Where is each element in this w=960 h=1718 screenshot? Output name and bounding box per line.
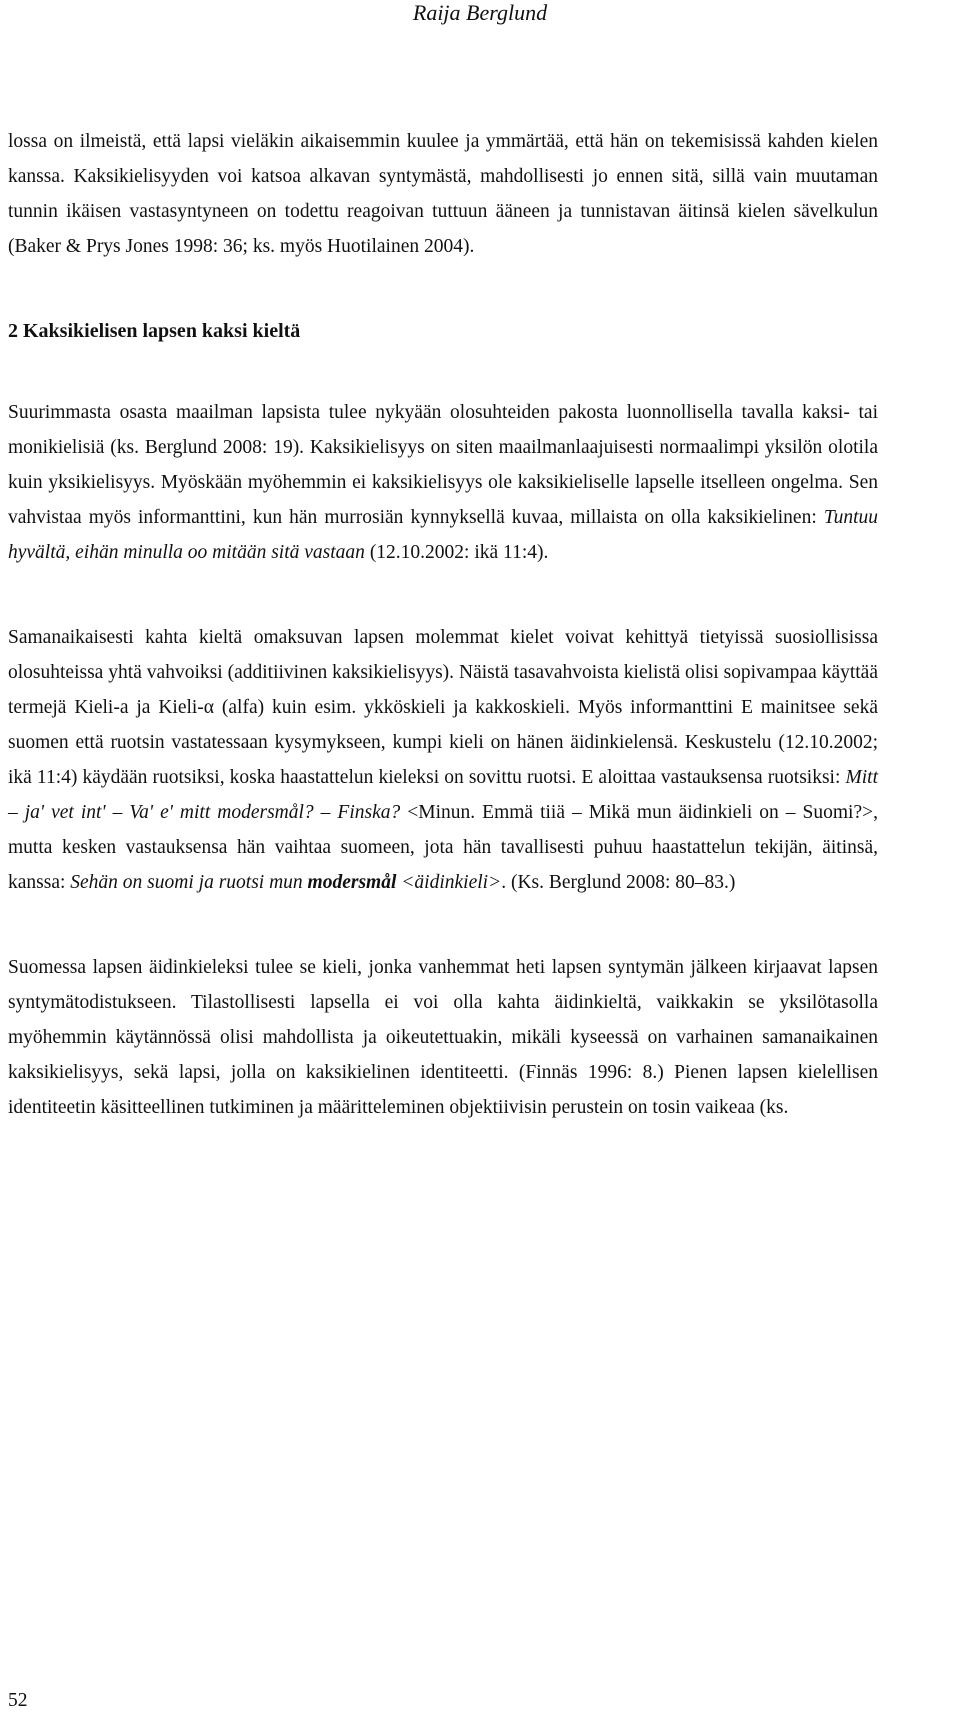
- paragraph-simultaneous-acquisition: [8, 620, 878, 900]
- page-number: 52: [8, 1690, 28, 1711]
- paragraph-text: (12.10.2002: ikä 11:4).: [364, 542, 549, 563]
- informant-quote: Tuntuu hyvältä, eihän minulla oo mitään sitä vastaan: [8, 507, 878, 563]
- paragraph-intro: lossa on ilmeistä, että lapsi vieläkin aikaisemmin kuulee ja ymmärtää, että hän on tekemisissä kahden kielen kanssa. Kaksikielisyyden voi katsoa alkavan syntymästä, mahdollisesti jo ennen sitä, sillä vain muutaman tunnin ikäisen vastasyntyneen on todettu reagoivan tuttuun ääneen ja tunnistavan äitinsä kielen sävelkulun (Baker & Prys Jones 1998: 36; ks. myös Huotilainen 2004).: [8, 131, 878, 257]
- quote-text: Sehän on suomi ja ruotsi mun: [70, 872, 308, 893]
- page-body: [8, 124, 878, 1125]
- paragraph-mother-tongue: Suomessa lapsen äidinkieleksi tulee se kieli, jonka vanhemmat heti lapsen syntymän jälkeen kirjaavat lapsen syntymätodistukseen. Tilastollisesti lapsella ei voi olla kahta äidinkieltä, vaikkakin se yksilötasolla myöhemmin käytännössä olisi mahdollista ja oikeutettuakin, mikäli kyseessä on varhainen samanaikainen kaksikielisyys, sekä lapsi, jolla on kaksikielinen identiteetti. (Finnäs 1996: 8.) Pienen lapsen kielellisen identiteetin käsitteellinen tutkiminen ja määritteleminen objektiivisin perustein on tosin vaikeaa (ks.: [8, 957, 878, 1118]
- informant-quote-finnish: [70, 872, 501, 893]
- section-heading: 2 Kaksikielisen lapsen kaksi kieltä: [8, 320, 301, 342]
- paragraph-text: Suurimmasta osasta maailman lapsista tulee nykyään olosuhteiden pakosta luonnollisella tavalla kaksi- tai monikielisiä (ks. Berglund 2008: 19). Kaksikielisyys on siten maailmanlaajuisesti normaalimpi yksilön olotila kuin yksikielisyys. Myöskään myöhemmin ei kaksikielisyys ole kaksikieliselle lapselle itselleen ongelma. Sen vahvistaa myös informanttini, kun hän murrosiän kynnyksellä kuvaa, millaista on olla kaksikielinen:: [8, 402, 878, 528]
- running-header: [0, 0, 960, 26]
- paragraph-text: . (Ks. Berglund 2008: 80–83.): [501, 872, 736, 893]
- paragraph-bilingual-children: [8, 395, 878, 570]
- informant-quote-swedish: Mitt – ja' vet int' – Va' e' mitt modersmål? – Finska?: [8, 767, 878, 823]
- header-author: Raija Berglund: [412, 0, 548, 25]
- paragraph-text: <Minun. Emmä tiiä – Mikä mun äidinkieli on – Suomi?>, mutta kesken vastauksensa hän vaihtaa suomeen, jota hän tavallisesti puhuu haastattelun tekijän, äitinsä, kanssa:: [8, 802, 879, 893]
- paragraph-text: Samanaikaisesti kahta kieltä omaksuvan lapsen molemmat kielet voivat kehittyä tietyissä suosiollisissa olosuhteissa yhtä vahvoiksi (additiivinen kaksikielisyys). Näistä tasavahvoista kielistä olisi sopivampaa käyttää termejä Kieli-a ja Kieli-α (alfa) kuin esim. ykköskieli ja kakkoskieli. Myös informanttini E mainitsee sekä suomen että ruotsin vastatessaan kysymykseen, kumpi kieli on hänen äidinkielensä. Keskustelu (12.10.2002; ikä 11:4) käydään ruotsiksi, koska haastattelun kieleksi on sovittu ruotsi. E aloittaa vastauksensa ruotsiksi:: [8, 627, 878, 788]
- quote-text: <äidinkieli>: [396, 872, 502, 893]
- quote-emphasis: modersmål: [307, 872, 397, 893]
